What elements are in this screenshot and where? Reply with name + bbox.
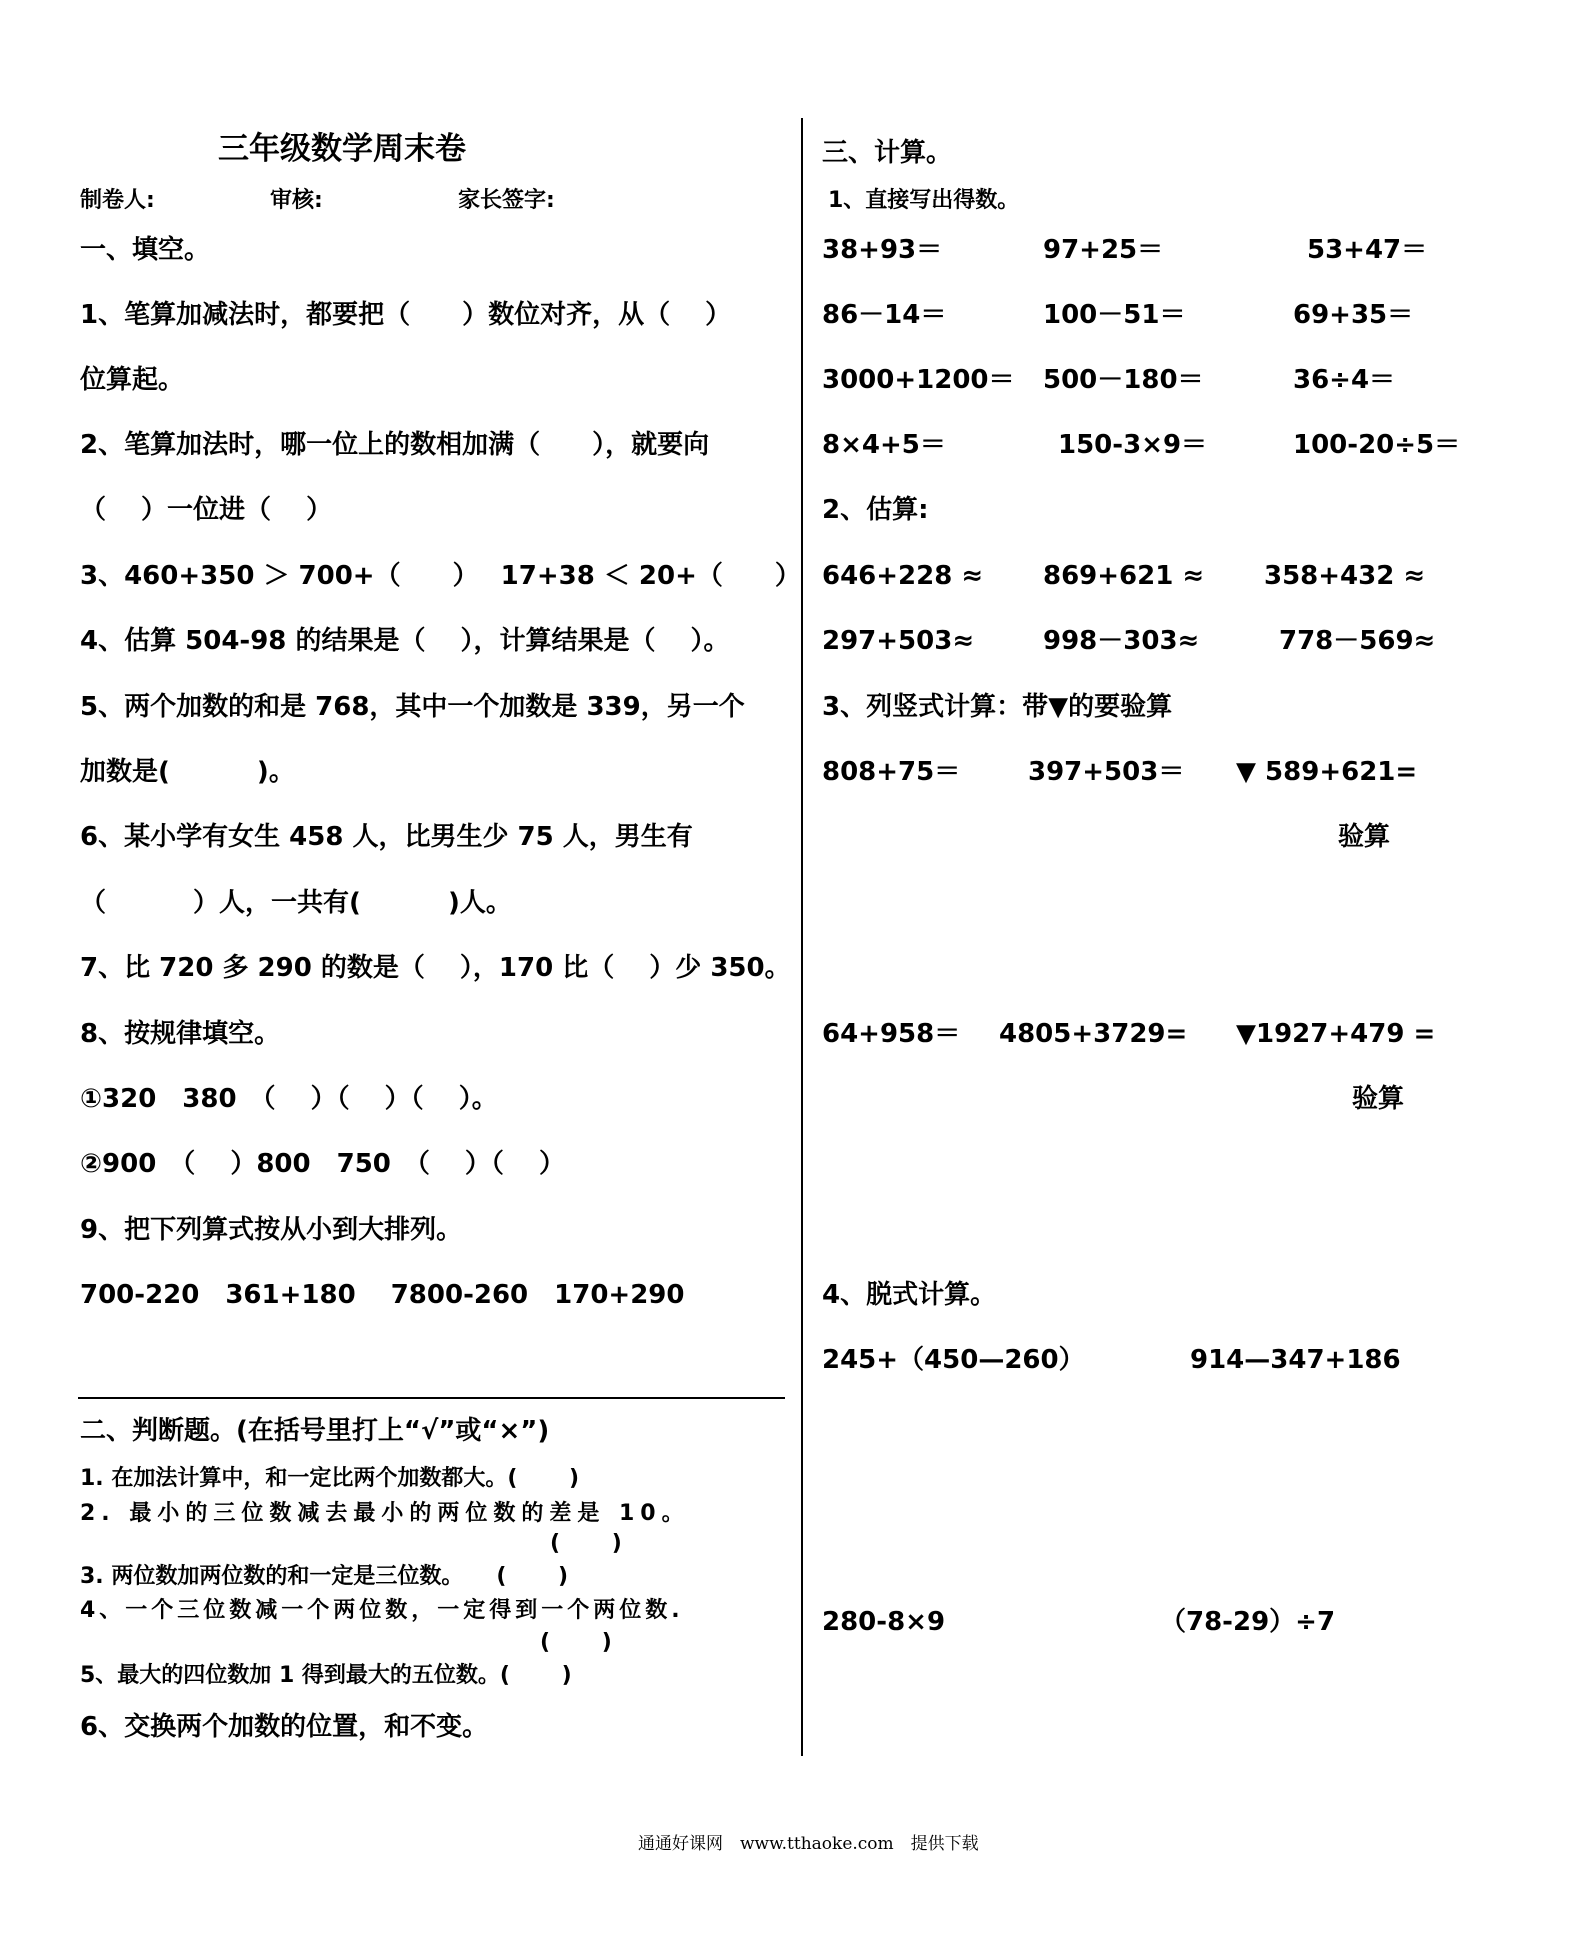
section2-heading: 二、判断题。(在括号里打上“√”或“×”) xyxy=(80,1416,550,1446)
step-calc-2-1: 280-8×9 xyxy=(822,1607,946,1637)
estimate-1-2: 869+621 ≈ xyxy=(1043,561,1205,591)
fill-line-11: 7、比 720 多 290 的数是（ ），170 比（ ）少 350。 xyxy=(80,953,791,983)
calc-1-2: 97+25＝ xyxy=(1043,235,1164,265)
fill-line-13: ①320 380 （ ）（ ）（ ）。 xyxy=(80,1084,498,1114)
fill-line-1: 1、笔算加减法时，都要把（ ）数位对齐，从（ ） xyxy=(80,300,732,330)
maker-label: 制卷人: xyxy=(80,188,155,213)
step-calc-1-2: 914—347+186 xyxy=(1190,1345,1401,1375)
judge-item-3: 3. 两位数加两位数的和一定是三位数。 ( ) xyxy=(80,1564,569,1589)
calc-2-1: 86－14＝ xyxy=(822,300,947,330)
step-calc-1-1: 245+（450—260） xyxy=(822,1345,1085,1375)
fill-line-8: 加数是( )。 xyxy=(80,757,295,787)
judge-item-5: 5、最大的四位数加 1 得到最大的五位数。( ) xyxy=(80,1663,572,1688)
check-label-1: 验算 xyxy=(1338,822,1391,852)
vertical-1-1: 808+75＝ xyxy=(822,757,961,787)
fill-line-2: 位算起。 xyxy=(80,365,185,395)
calc-4-1: 8×4+5＝ xyxy=(822,430,946,460)
page-title: 三年级数学周末卷 xyxy=(218,131,466,167)
estimate-2-3: 778－569≈ xyxy=(1279,626,1436,656)
part4-heading: 4、脱式计算。 xyxy=(822,1280,997,1310)
estimate-1-3: 358+432 ≈ xyxy=(1264,561,1426,591)
fill-line-14: ②900 （ ）800 750 （ ）（ ） xyxy=(80,1149,565,1179)
judge-item-2: 2. 最小的三位数减去最小的两位数的差是 10。 xyxy=(80,1501,690,1526)
fill-line-15: 9、把下列算式按从小到大排列。 xyxy=(80,1215,463,1245)
column-divider xyxy=(801,118,803,1756)
fill-line-3: 2、笔算加法时，哪一位上的数相加满（ ），就要向 xyxy=(80,430,710,460)
calc-2-2: 100－51＝ xyxy=(1043,300,1186,330)
fill-line-5: 3、460+350 ＞ 700+（ ） 17+38 ＜ 20+（ ） xyxy=(80,561,801,591)
fill-line-16: 700-220 361+180 7800-260 170+290 xyxy=(80,1280,685,1310)
parent-sign-label: 家长签字: xyxy=(458,188,555,213)
calc-1-1: 38+93＝ xyxy=(822,235,943,265)
calc-4-2: 150-3×9＝ xyxy=(1058,430,1208,460)
fill-line-7: 5、两个加数的和是 768，其中一个加数是 339，另一个 xyxy=(80,692,745,722)
vertical-1-2: 397+503＝ xyxy=(1028,757,1185,787)
fill-line-9: 6、某小学有女生 458 人，比男生少 75 人，男生有 xyxy=(80,822,693,852)
footer-text: 通通好课网 www.tthaoke.com 提供下载 xyxy=(638,1834,979,1854)
vertical-2-3: ▼1927+479 = xyxy=(1236,1019,1436,1049)
judge-item-2-bracket: ( ) xyxy=(550,1531,622,1556)
vertical-1-3: ▼ 589+621= xyxy=(1236,757,1418,787)
calc-4-3: 100-20÷5＝ xyxy=(1293,430,1461,460)
estimate-1-1: 646+228 ≈ xyxy=(822,561,984,591)
section1-heading: 一、填空。 xyxy=(80,235,211,265)
part1-heading: 1、直接写出得数。 xyxy=(828,188,1020,213)
calc-3-1: 3000+1200＝ xyxy=(822,365,1015,395)
part3-heading: 3、列竖式计算：带▼的要验算 xyxy=(822,692,1173,722)
calc-3-3: 36÷4＝ xyxy=(1293,365,1396,395)
fill-line-10: （ ）人，一共有( )人。 xyxy=(80,888,512,918)
judge-item-1: 1. 在加法计算中，和一定比两个加数都大。( ) xyxy=(80,1466,580,1491)
vertical-2-1: 64+958＝ xyxy=(822,1019,961,1049)
fill-line-4: （ ）一位进（ ） xyxy=(80,495,333,525)
vertical-2-2: 4805+3729= xyxy=(999,1019,1188,1049)
judge-item-4-bracket: ( ) xyxy=(540,1630,612,1655)
part2-heading: 2、估算: xyxy=(822,495,929,525)
section3-heading: 三、计算。 xyxy=(822,138,953,168)
fill-line-6: 4、估算 504-98 的结果是（ ），计算结果是（ ）。 xyxy=(80,626,730,656)
judge-item-6: 6、交换两个加数的位置，和不变。 xyxy=(80,1712,489,1742)
judge-item-4: 4、一个三位数减一个两位数，一定得到一个两位数. xyxy=(80,1598,684,1623)
reviewer-label: 审核: xyxy=(270,188,323,213)
calc-3-2: 500－180＝ xyxy=(1043,365,1204,395)
check-label-2: 验算 xyxy=(1352,1084,1405,1114)
section-divider xyxy=(78,1397,785,1399)
calc-1-3: 53+47＝ xyxy=(1307,235,1428,265)
step-calc-2-2: （78-29）÷7 xyxy=(1160,1607,1336,1637)
estimate-2-1: 297+503≈ xyxy=(822,626,975,656)
estimate-2-2: 998－303≈ xyxy=(1043,626,1200,656)
calc-2-3: 69+35＝ xyxy=(1293,300,1414,330)
fill-line-12: 8、按规律填空。 xyxy=(80,1019,281,1049)
